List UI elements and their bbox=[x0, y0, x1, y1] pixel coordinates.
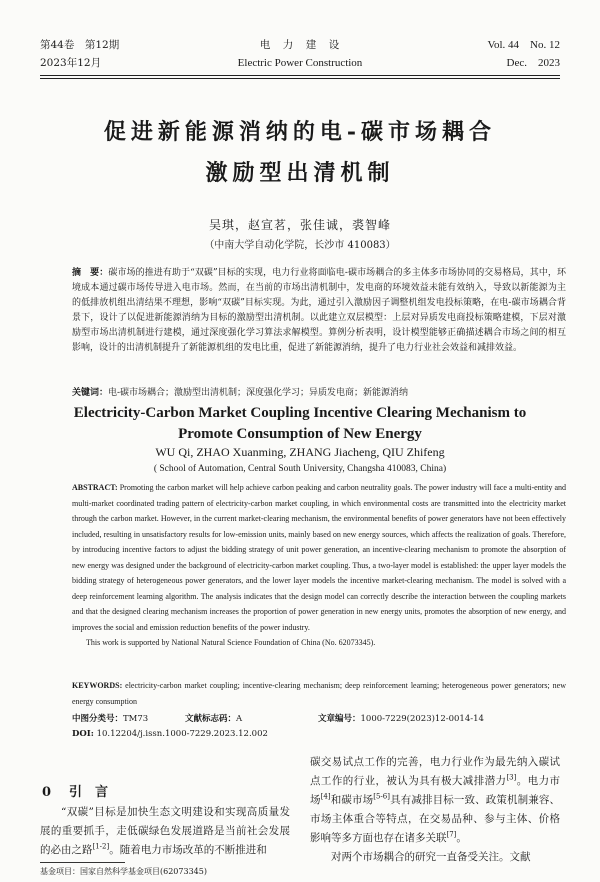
abstract-en-label: ABSTRACT: bbox=[72, 483, 118, 492]
document-code-label: 文献标志码： bbox=[185, 714, 237, 724]
keywords-en-text: electricity-carbon market coupling; incentive-clearing mechanism; deep reinforcement learning; heterogeneous power generators; new energy consumption bbox=[72, 681, 566, 706]
intro-left-text-b: 。随着电力市场改革的不断推进和 bbox=[109, 844, 267, 856]
citation-ref: [1-2] bbox=[92, 842, 110, 851]
intro-right-column bbox=[310, 753, 560, 867]
title-cn-line1: 促进新能源消纳的电-碳市场耦合 bbox=[103, 119, 497, 145]
keywords-en bbox=[72, 678, 566, 709]
header-date-cn: 2023年12月 bbox=[40, 57, 102, 69]
keywords-cn bbox=[72, 386, 566, 401]
intro-right-text-a: 碳交易试点工作的完善，电力行业作为最先纳入碳试点工作的行业，被认为具有极大减排潜力 bbox=[310, 756, 560, 787]
section-title: 引 言 bbox=[69, 785, 109, 800]
authors-cn: 吴琪，赵宣茗，张佳诚，裘智峰 bbox=[208, 218, 391, 232]
intro-right-text-c: 和碳市场 bbox=[330, 794, 374, 806]
intro-right-text-f: 对两个市场耦合的研究一直备受关注。文献 bbox=[331, 851, 531, 863]
clc-value: TM73 bbox=[123, 714, 149, 724]
citation-ref: [7] bbox=[446, 830, 457, 839]
doi-value: 10.12204/j.issn.1000-7229.2023.12.002 bbox=[96, 729, 268, 739]
doi-label: DOI: bbox=[72, 729, 94, 739]
title-en-line2: Promote Consumption of New Energy bbox=[178, 426, 422, 442]
header-date-en: Dec. 2023 bbox=[506, 57, 560, 69]
abstract-cn-label: 摘 要： bbox=[72, 268, 109, 278]
header-rule-thin bbox=[40, 78, 560, 79]
article-number-value: 1000-7229(2023)12-0014-14 bbox=[360, 714, 484, 724]
abstract-en bbox=[72, 480, 566, 651]
intro-right-text-b: 。电力市场 bbox=[310, 775, 561, 806]
abstract-en-text: Promoting the carbon market will help achieve carbon peaking and carbon neutrality goals. The power industry will face a multi-entity and multi-market coordinated trading pattern of electricity-carbon market coupling, in which environmental costs are transmitted into the electricity market through the carbon market. However, in the current market-clearing mechanism, the environmental benefits of power generators have not been effectively included, resulting in unsatisfactory results for low-emission units, mainly based on new energy sources, which affects the realization of goals. Therefore, by introducing incentive factors to adjust the bidding strategy of unit power generation, an incentive-clearing mechanism to promote the absorption of new energy was designed under the background of electricity-carbon market coupling. Thus, a two-layer model is established: the upper layer models the bidding strategy of heterogeneous power generators, and the lower layer models the incentive market-clearing mechanism. The model is solved with a deep reinforcement learning algorithm. The analysis indicates that the design model can correctly describe the interaction between the coupling markets and that the designed clearing mechanism increases the proportion of power generation in new energy units, promotes the absorption of new energy, and improves the social and emission reduction benefits of the power industry. bbox=[72, 483, 566, 632]
citation-ref: [3] bbox=[506, 773, 517, 782]
header-volume-issue-en: Vol. 44 No. 12 bbox=[487, 39, 560, 51]
article-number bbox=[318, 714, 484, 725]
document-code-value: A bbox=[236, 714, 243, 724]
clc-number bbox=[72, 714, 148, 725]
doi bbox=[72, 729, 268, 740]
intro-left-text-a: “双碳”目标是加快生态文明建设和实现高质量发展的重要抓手，走低碳绿色发展道路是当前社会发展的必由之路 bbox=[40, 806, 290, 856]
section-number: 0 bbox=[42, 785, 52, 800]
footnote-funding: 基金项目：国家自然科学基金项目(62073345) bbox=[40, 867, 207, 876]
document-code bbox=[185, 714, 242, 725]
keywords-cn-label: 关键词： bbox=[72, 388, 109, 398]
header-journal-cn: 电 力 建 设 bbox=[259, 39, 341, 51]
affiliation-cn: （中南大学自动化学院，长沙市 410083） bbox=[204, 240, 396, 251]
header-volume-issue-cn: 第44卷 第12期 bbox=[40, 39, 120, 51]
section-heading bbox=[42, 781, 108, 800]
affiliation-en: ( School of Automation, Central South University, Changsha 410083, China) bbox=[153, 464, 447, 474]
header-rule bbox=[40, 75, 560, 76]
intro-right-text-e: 。 bbox=[456, 832, 467, 844]
citation-ref: [4] bbox=[320, 792, 331, 801]
intro-left-column bbox=[40, 803, 290, 860]
intro-right-text-d: 具有减排目标一致、政策机制兼容、市场主体重合等特点，在交易品种、参与主体、价格影响等多方面也存在诸多关联 bbox=[310, 794, 561, 844]
footnote-rule bbox=[40, 862, 125, 863]
article-number-label: 文章编号： bbox=[318, 714, 361, 724]
abstract-cn-text: 碳市场的推进有助于“双碳”目标的实现，电力行业将面临电-碳市场耦合的多主体多市场协同的交易格局，其中，环境成本通过碳市场传导进入电市场。然而，在当前的市场出清机制中，发电商的环境效益未能有效纳入，导致以新能源为主的低排放机组出清结果不理想，影响“双碳”目标实现。为此，通过引入激励因子调整机组发电投标策略，在电-碳市场耦合背景下，设计了以促进新能源消纳为目标的激励型出清机制。以此建立双层模型：上层对异质发电商投标策略建模，下层对激励型市场出清机制进行建模，通过深度强化学习算法求解模型。算例分析表明，设计模型能够正确描述耦合市场之间的相互影响，设计的出清机制提升了新能源机组的发电比重，促进了新能源消纳，提升了电力行业社会效益和减排效益。 bbox=[72, 268, 566, 353]
title-en-line1: Electricity-Carbon Market Coupling Incentive Clearing Mechanism to bbox=[73, 405, 527, 421]
abstract-cn bbox=[72, 266, 566, 356]
keywords-cn-text: 电-碳市场耦合；激励型出清机制；深度强化学习；异质发电商；新能源消纳 bbox=[108, 388, 409, 398]
funding-statement-en: This work is supported by National Natural Science Foundation of China (No. 62073345). bbox=[86, 638, 376, 647]
authors-en: WU Qi, ZHAO Xuanming, ZHANG Jiacheng, QIU Zhifeng bbox=[155, 445, 445, 459]
keywords-en-label: KEYWORDS: bbox=[72, 681, 123, 690]
clc-label: 中图分类号： bbox=[72, 714, 124, 724]
title-cn-line2: 激励型出清机制 bbox=[205, 160, 395, 186]
header-journal-en: Electric Power Construction bbox=[237, 57, 363, 69]
citation-ref: [5-6] bbox=[373, 792, 390, 801]
